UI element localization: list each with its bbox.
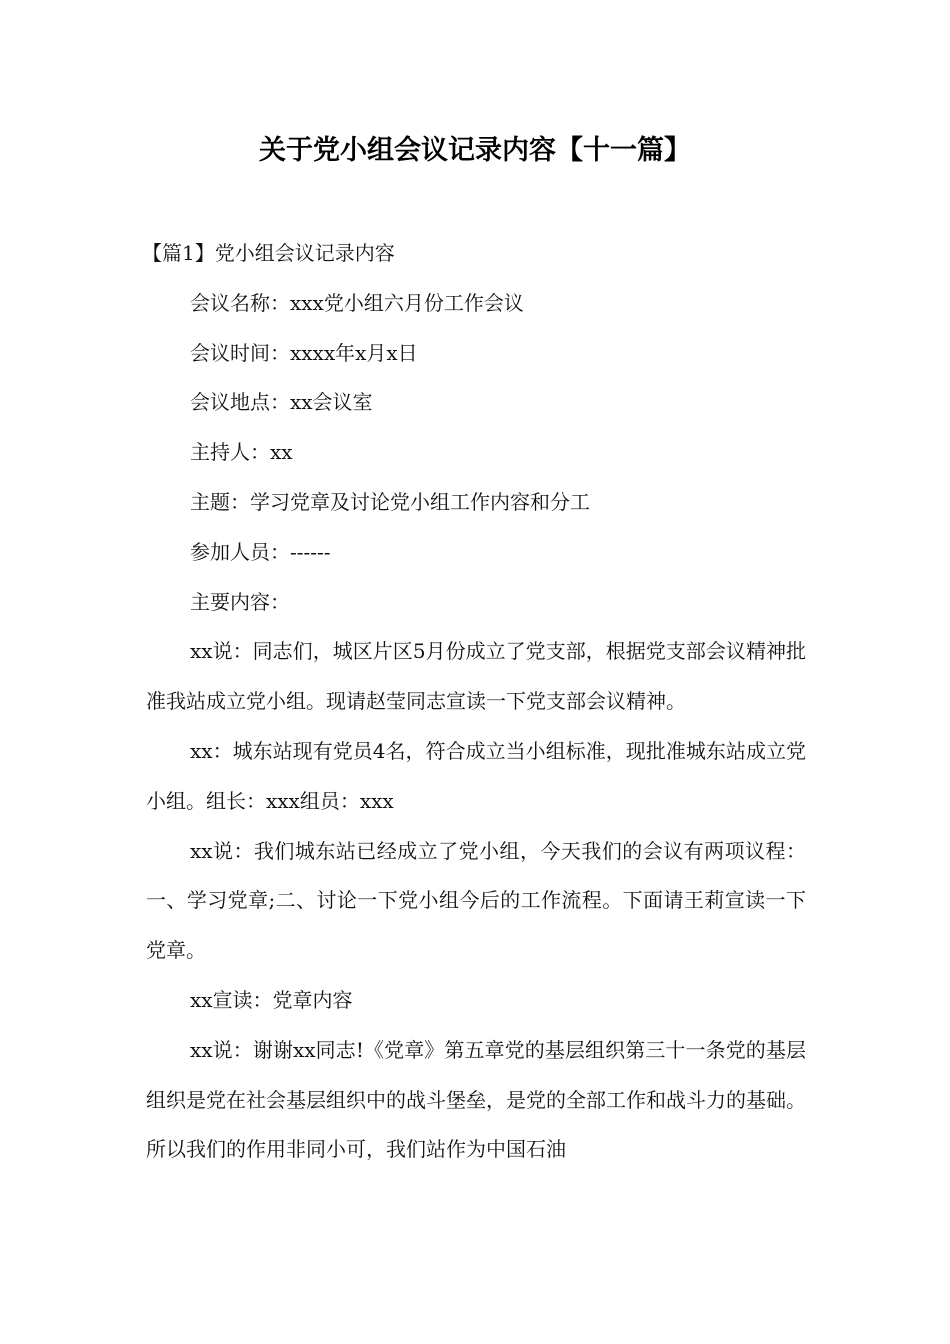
body-paragraph: xx说：我们城东站已经成立了党小组，今天我们的会议有两项议程：一、学习党章;二、讨论一下党小组今后的工作流程。下面请王莉宣读一下党章。 xyxy=(146,838,806,963)
meeting-name-line: 会议名称：xxx党小组六月份工作会议 xyxy=(190,290,524,315)
document-title: 关于党小组会议记录内容【十一篇】 xyxy=(259,135,691,166)
document-body xyxy=(142,229,806,1175)
section-heading: 【篇1】党小组会议记录内容 xyxy=(142,241,395,265)
meeting-time-line: 会议时间：xxxx年x月x日 xyxy=(190,340,418,365)
topic-line: 主题：学习党章及讨论党小组工作内容和分工 xyxy=(190,489,590,514)
body-paragraph: xx宣读：党章内容 xyxy=(190,987,353,1012)
attendees-line: 参加人员：------ xyxy=(190,539,331,564)
body-paragraph: xx说：谢谢xx同志!《党章》第五章党的基层组织第三十一条党的基层组织是党在社会基层组织中的战斗堡垒，是党的全部工作和战斗力的基础。所以我们的作用非同小可，我们站作为中国石油 xyxy=(146,1037,806,1162)
main-content-label: 主要内容： xyxy=(190,589,290,614)
body-paragraph: xx说：同志们，城区片区5月份成立了党支部，根据党支部会议精神批准我站成立党小组。现请赵莹同志宣读一下党支部会议精神。 xyxy=(146,639,806,714)
meeting-location-line: 会议地点：xx会议室 xyxy=(190,390,373,415)
body-paragraph: xx：城东站现有党员4名，符合成立当小组标准，现批准城东站成立党小组。组长：xxx组员：xxx xyxy=(146,738,806,813)
host-line: 主持人：xx xyxy=(190,440,293,465)
